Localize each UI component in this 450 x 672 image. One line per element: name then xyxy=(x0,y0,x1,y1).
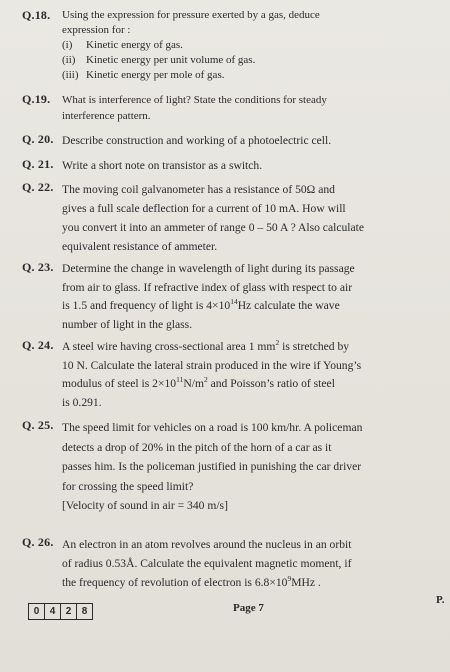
sub-item xyxy=(62,53,436,68)
text-line xyxy=(62,297,436,316)
question-number: Q. 22. xyxy=(22,180,54,194)
text-line xyxy=(62,573,436,592)
question-number: Q. 20. xyxy=(22,132,54,146)
question-number: Q.19. xyxy=(22,92,51,106)
text-line: Write a short note on transistor as a switch. xyxy=(62,159,263,172)
text-line: The speed limit for vehicles on a road is 100 km/hr. A policeman xyxy=(62,421,363,434)
exponent: 14 xyxy=(230,297,238,306)
question-24 xyxy=(22,338,436,412)
question-text xyxy=(62,418,436,516)
text-line: Describe construction and working of a photoelectric cell. xyxy=(62,134,332,147)
code-digit: 2 xyxy=(61,604,77,619)
question-text xyxy=(62,132,436,149)
exponent: 9 xyxy=(287,574,292,583)
question-22 xyxy=(22,180,436,256)
sub-roman: (ii) xyxy=(62,54,76,66)
question-number: Q. 21. xyxy=(22,157,54,171)
question-text xyxy=(62,157,436,174)
text-line: interference pattern. xyxy=(62,110,151,122)
text-fragment: N/m xyxy=(183,377,204,390)
text-line: you convert it into an ammeter of range 0 – 50 A ? Also calculate xyxy=(62,221,364,234)
text-line: 10 N. Calculate the lateral strain produced in the wire if Young’s xyxy=(62,358,362,372)
text-line: detects a drop of 20% in the pitch of the horn of a car as it xyxy=(62,440,332,454)
question-19 xyxy=(22,92,436,124)
sub-text: Kinetic energy of gas. xyxy=(86,39,183,51)
sub-item xyxy=(62,38,436,53)
text-fragment: MHz . xyxy=(291,576,321,589)
text-fragment: modulus of steel is 2×10 xyxy=(62,377,177,390)
question-18 xyxy=(22,8,436,83)
text-line: The moving coil galvanometer has a resistance of 50Ω and xyxy=(62,183,335,196)
question-25 xyxy=(22,418,436,516)
text-line: Determine the change in wavelength of light during its passage xyxy=(62,262,355,275)
sub-text: Kinetic energy per unit volume of gas. xyxy=(86,54,256,66)
question-text xyxy=(62,260,436,334)
text-fragment: Hz calculate the wave xyxy=(237,299,340,312)
question-number: Q. 25. xyxy=(22,418,54,432)
sub-text: Kinetic energy per mole of gas. xyxy=(86,69,225,81)
sub-item xyxy=(62,68,436,83)
question-text xyxy=(62,8,436,83)
question-26 xyxy=(22,535,436,592)
text-line: expression for : xyxy=(62,24,131,36)
text-line: number of light in the glass. xyxy=(62,317,193,331)
sub-roman: (iii) xyxy=(62,69,79,81)
text-line: [Velocity of sound in air = 340 m/s] xyxy=(62,499,228,512)
question-21 xyxy=(22,157,436,174)
text-line: gives a full scale deflection for a current of 10 mA. How will xyxy=(62,202,346,215)
text-line: from air to glass. If refractive index of glass with respect to air xyxy=(62,280,353,294)
text-line: is 0.291. xyxy=(62,395,102,409)
question-23 xyxy=(22,260,436,334)
question-number: Q. 26. xyxy=(22,535,54,549)
text-fragment: the frequency of revolution of electron is 6.8×10 xyxy=(62,576,288,589)
page-number: Page 7 xyxy=(233,602,264,614)
sub-roman: (i) xyxy=(62,39,73,51)
text-line: What is interference of light? State the conditions for steady xyxy=(62,94,327,106)
text-line: of radius 0.53Å. Calculate the equivalent magnetic moment, if xyxy=(62,557,352,570)
code-digit: 4 xyxy=(45,604,61,619)
question-number: Q.18. xyxy=(22,8,51,22)
question-text xyxy=(62,535,436,592)
text-line xyxy=(62,375,436,394)
paper-code-box xyxy=(28,603,93,620)
text-fragment: is 1.5 and frequency of light is 4×10 xyxy=(62,299,231,312)
text-fragment: is stretched by xyxy=(279,340,350,353)
question-number: Q. 23. xyxy=(22,260,54,274)
question-20 xyxy=(22,132,436,149)
text-line: equivalent resistance of ammeter. xyxy=(62,240,218,253)
question-text xyxy=(62,92,436,124)
exponent: 2 xyxy=(203,375,208,384)
text-line: Using the expression for pressure exerted by a gas, deduce xyxy=(62,9,320,21)
question-text xyxy=(62,180,436,256)
text-line: An electron in an atom revolves around the nucleus in an orbit xyxy=(62,538,352,551)
code-digit: 0 xyxy=(29,604,45,619)
exponent: 11 xyxy=(176,375,184,384)
text-line: passes him. Is the policeman justified in punishing the car driver xyxy=(62,460,362,473)
exponent: 2 xyxy=(275,338,280,347)
text-line: for crossing the speed limit? xyxy=(62,479,194,493)
text-line xyxy=(62,338,436,357)
text-fragment: A steel wire having cross-sectional area 1 mm xyxy=(62,340,276,353)
question-text xyxy=(62,338,436,412)
text-fragment: and Poisson’s ratio of steel xyxy=(207,377,335,390)
question-number: Q. 24. xyxy=(22,338,54,352)
corner-text: P. xyxy=(436,594,445,606)
code-digit: 8 xyxy=(81,606,88,617)
